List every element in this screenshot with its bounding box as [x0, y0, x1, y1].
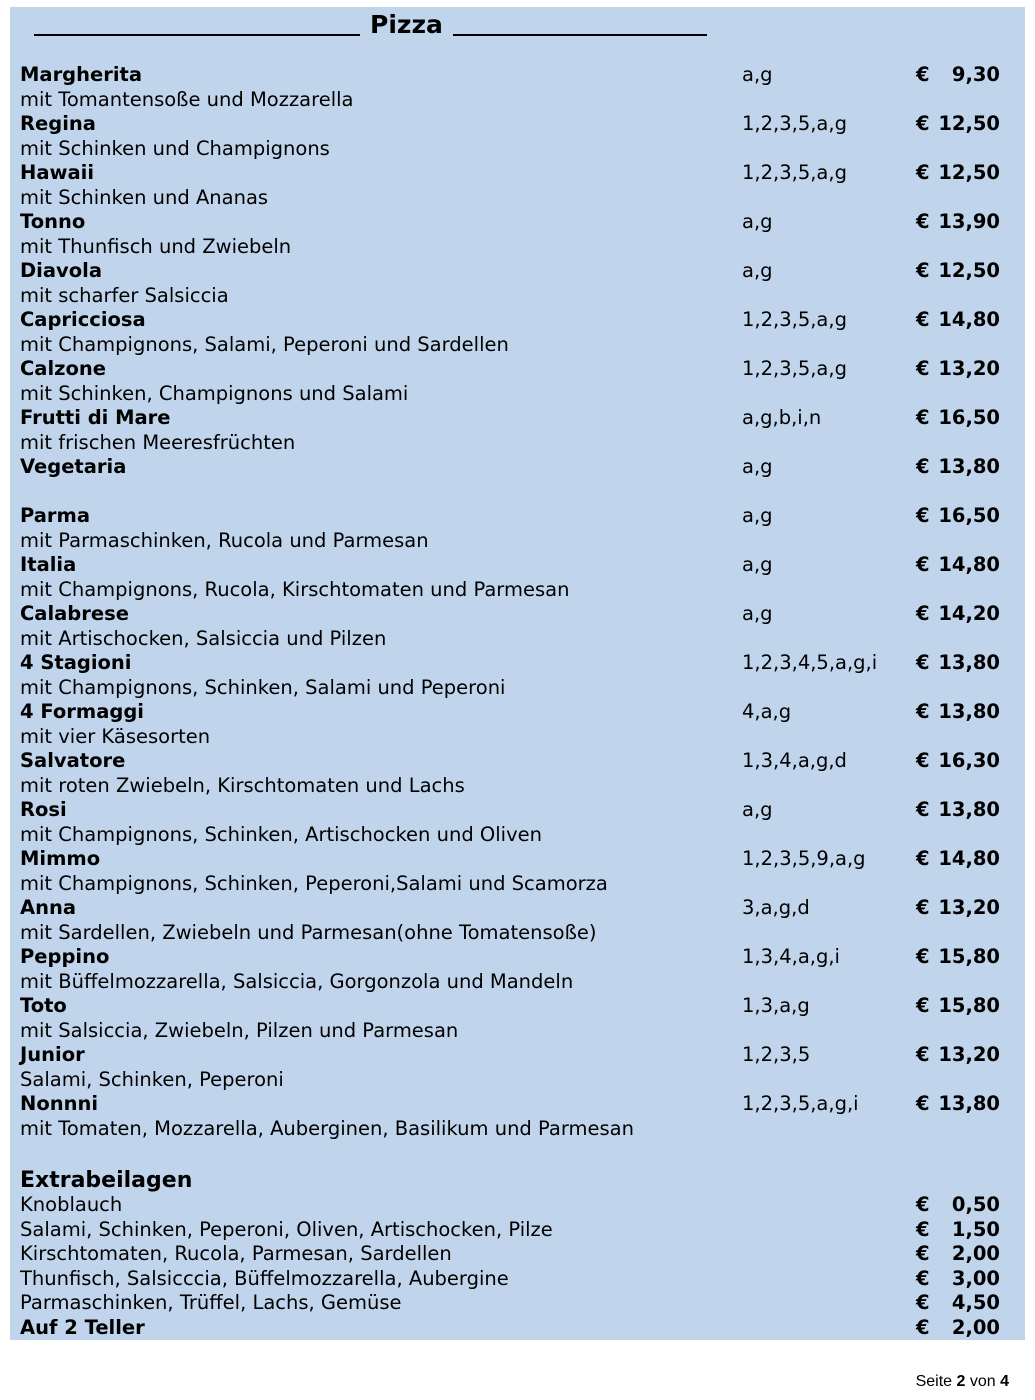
item-name: Calabrese [20, 602, 129, 625]
price-amount: 1,50 [951, 1217, 1000, 1241]
item-description: mit roten Zwiebeln, Kirschtomaten und Lachs [20, 773, 465, 797]
price-amount: 12,50 [938, 161, 1000, 184]
item-description: mit Schinken, Champignons und Salami [20, 381, 409, 405]
item-description: mit Parmaschinken, Rucola und Parmesan [20, 528, 429, 552]
item-name: Diavola [20, 259, 102, 282]
currency-symbol: € [916, 1266, 930, 1290]
item-allergens: 1,2,3,4,5,a,g,i [742, 651, 878, 674]
currency-symbol: € [916, 308, 930, 331]
section-header [34, 8, 707, 40]
price-amount: 13,80 [938, 455, 1000, 478]
item-name: Italia [20, 553, 77, 576]
item-allergens: 1,2,3,5,a,g [742, 308, 847, 331]
item-allergens: a,g [742, 63, 773, 86]
section-title: Pizza [370, 10, 443, 39]
price-amount: 14,80 [938, 553, 1000, 576]
menu-item [20, 994, 1020, 1019]
page-number [916, 1372, 1009, 1392]
extra-label: Salami, Schinken, Peperoni, Oliven, Artischocken, Pilze [20, 1217, 553, 1241]
extra-label: Kirschtomaten, Rucola, Parmesan, Sardellen [20, 1242, 452, 1265]
item-description: mit Schinken und Ananas [20, 185, 269, 209]
price-amount: 14,20 [938, 602, 1000, 625]
currency-symbol: € [916, 455, 930, 478]
price-amount: 13,20 [938, 357, 1000, 380]
currency-symbol: € [916, 1291, 930, 1314]
menu-item [20, 112, 1020, 137]
item-allergens: 1,2,3,5,a,g [742, 357, 847, 380]
price-amount: 16,50 [938, 504, 1000, 527]
price-amount: 4,50 [951, 1291, 1000, 1314]
extra-label: Parmaschinken, Trüffel, Lachs, Gemüse [20, 1291, 402, 1314]
item-description: mit vier Käsesorten [20, 724, 211, 748]
currency-symbol: € [916, 1043, 930, 1066]
item-name: Vegetaria [20, 455, 127, 478]
menu-item-description [20, 137, 1020, 162]
item-allergens: a,g [742, 798, 773, 821]
extra-item [20, 1316, 1020, 1341]
currency-symbol: € [916, 994, 930, 1017]
menu-item [20, 896, 1020, 921]
currency-symbol: € [916, 847, 930, 870]
item-allergens: 1,2,3,5,9,a,g [742, 847, 866, 870]
menu-item-description [20, 823, 1020, 848]
item-description: mit Salsiccia, Zwiebeln, Pilzen und Parmesan [20, 1018, 459, 1042]
extra-item [20, 1218, 1020, 1243]
item-description: mit scharfer Salsiccia [20, 283, 229, 307]
item-allergens: a,g [742, 455, 773, 478]
currency-symbol: € [916, 896, 930, 919]
price-amount: 16,50 [938, 406, 1000, 429]
price-amount: 15,80 [938, 945, 1000, 968]
menu-item [20, 504, 1020, 529]
menu-item-description [20, 970, 1020, 995]
currency-symbol: € [916, 602, 930, 625]
price-amount: 13,20 [938, 896, 1000, 919]
item-allergens: a,g [742, 553, 773, 576]
menu-item [20, 455, 1020, 480]
currency-symbol: € [916, 63, 930, 86]
item-description: mit Artischocken, Salsiccia und Pilzen [20, 626, 387, 650]
extra-item [20, 1291, 1020, 1316]
page-number-total: 4 [1000, 1373, 1009, 1390]
currency-symbol: € [916, 1315, 930, 1339]
menu-item-description [20, 186, 1020, 211]
item-allergens: a,g [742, 504, 773, 527]
item-name: Regina [20, 112, 96, 135]
price-amount: 9,30 [951, 63, 1000, 86]
item-description: mit Tomaten, Mozzarella, Auberginen, Basilikum und Parmesan [20, 1116, 634, 1140]
menu-item [20, 210, 1020, 235]
item-name: Frutti di Mare [20, 406, 171, 429]
menu-item [20, 161, 1020, 186]
price-amount: 12,50 [938, 259, 1000, 282]
menu-item [20, 602, 1020, 627]
menu-item-description [20, 921, 1020, 946]
extra-label: Auf 2 Teller [20, 1315, 145, 1339]
menu-item-description [20, 1019, 1020, 1044]
item-allergens: 1,3,4,a,g,d [742, 749, 847, 772]
price-amount: 16,30 [938, 749, 1000, 772]
item-allergens: 1,3,a,g [742, 994, 810, 1017]
price-amount: 12,50 [938, 112, 1000, 135]
menu-item [20, 945, 1020, 970]
menu-item [20, 259, 1020, 284]
menu-item [20, 308, 1020, 333]
item-allergens: 1,2,3,5,a,g [742, 161, 847, 184]
item-allergens: a,g [742, 259, 773, 282]
menu-item-description [20, 431, 1020, 456]
item-description: Salami, Schinken, Peperoni [20, 1067, 284, 1091]
menu-item-description [20, 235, 1020, 260]
item-allergens: 1,2,3,5,a,g,i [742, 1092, 859, 1115]
item-name: Anna [20, 896, 77, 919]
item-description: mit Champignons, Rucola, Kirschtomaten und Parmesan [20, 577, 570, 601]
item-name: Junior [20, 1043, 85, 1066]
menu-item [20, 798, 1020, 823]
menu-item-description [20, 284, 1020, 309]
menu-item-description [20, 774, 1020, 799]
currency-symbol: € [916, 798, 930, 821]
item-description: mit Schinken und Champignons [20, 136, 330, 160]
currency-symbol: € [916, 406, 930, 429]
currency-symbol: € [916, 259, 930, 282]
menu-item [20, 63, 1020, 88]
menu-item-description [20, 627, 1020, 652]
item-description: mit Champignons, Schinken, Salami und Peperoni [20, 675, 506, 699]
currency-symbol: € [916, 1193, 930, 1216]
item-name: 4 Stagioni [20, 651, 132, 674]
item-name: Tonno [20, 210, 86, 233]
price-amount: 2,00 [951, 1242, 1000, 1265]
item-allergens: a,g [742, 210, 773, 233]
item-allergens: 1,2,3,5 [742, 1043, 811, 1066]
menu-item-description [20, 88, 1020, 113]
page-number-prefix: Seite [915, 1373, 953, 1390]
menu-item [20, 1043, 1020, 1068]
price-amount: 14,80 [938, 847, 1000, 870]
extra-item [20, 1193, 1020, 1218]
item-allergens: 4,a,g [742, 700, 792, 723]
item-description: mit Thunfisch und Zwiebeln [20, 234, 292, 258]
menu-item [20, 700, 1020, 725]
item-name: Mimmo [20, 847, 101, 870]
item-allergens: 1,2,3,5,a,g [742, 112, 847, 135]
menu-item [20, 1092, 1020, 1117]
price-amount: 13,80 [938, 700, 1000, 723]
menu-item-description [20, 872, 1020, 897]
currency-symbol: € [916, 210, 930, 233]
item-name: Capricciosa [20, 308, 146, 331]
menu-item-description [20, 382, 1020, 407]
currency-symbol: € [916, 553, 930, 576]
currency-symbol: € [916, 504, 930, 527]
menu-item [20, 651, 1020, 676]
item-description: mit Champignons, Schinken, Artischocken und Oliven [20, 822, 542, 846]
item-description: mit frischen Meeresfrüchten [20, 430, 296, 454]
item-description: mit Sardellen, Zwiebeln und Parmesan(ohne Tomatensoße) [20, 920, 597, 944]
price-amount: 15,80 [938, 994, 1000, 1017]
page-number-middle: von [969, 1373, 996, 1390]
item-name: Calzone [20, 357, 107, 380]
header-rule-right [453, 34, 707, 36]
item-name: Hawaii [20, 161, 95, 184]
currency-symbol: € [916, 1092, 930, 1115]
page-number-current: 2 [956, 1373, 966, 1390]
item-description: mit Champignons, Schinken, Peperoni,Salami und Scamorza [20, 871, 608, 895]
item-description: mit Tomantensoße und Mozzarella [20, 87, 354, 111]
menu-item [20, 553, 1020, 578]
currency-symbol: € [916, 651, 930, 674]
menu-item [20, 847, 1020, 872]
menu-item-description [20, 1117, 1020, 1142]
item-name: Margherita [20, 63, 143, 86]
item-name: 4 Formaggi [20, 700, 144, 723]
price-amount: 13,80 [938, 651, 1000, 674]
extra-label: Thunfisch, Salsicccia, Büffelmozzarella, Aubergine [20, 1266, 509, 1290]
extra-item [20, 1242, 1020, 1267]
item-name: Toto [20, 994, 67, 1017]
currency-symbol: € [916, 357, 930, 380]
currency-symbol: € [916, 161, 930, 184]
currency-symbol: € [916, 1217, 930, 1241]
currency-symbol: € [916, 112, 930, 135]
menu-item [20, 406, 1020, 431]
menu-item [20, 357, 1020, 382]
item-name: Peppino [20, 945, 110, 968]
item-name: Parma [20, 504, 91, 527]
price-amount: 13,80 [938, 1092, 1000, 1115]
header-rule-left [34, 34, 360, 36]
menu-item-description [20, 529, 1020, 554]
item-allergens: a,g [742, 602, 773, 625]
menu-item-description [20, 578, 1020, 603]
extras-heading: Extrabeilagen [20, 1168, 193, 1193]
price-amount: 13,20 [938, 1043, 1000, 1066]
item-name: Rosi [20, 798, 67, 821]
price-amount: 2,00 [951, 1315, 1000, 1339]
currency-symbol: € [916, 1242, 930, 1265]
item-name: Nonnni [20, 1092, 99, 1115]
menu-item-description [20, 1068, 1020, 1093]
price-amount: 14,80 [938, 308, 1000, 331]
price-amount: 13,80 [938, 798, 1000, 821]
item-allergens: 3,a,g,d [742, 896, 810, 919]
menu-item-description [20, 676, 1020, 701]
currency-symbol: € [916, 700, 930, 723]
item-name: Salvatore [20, 749, 126, 772]
item-allergens: 1,3,4,a,g,i [742, 945, 840, 968]
menu-item [20, 749, 1020, 774]
item-description: mit Champignons, Salami, Peperoni und Sardellen [20, 332, 509, 356]
item-description: mit Büffelmozzarella, Salsiccia, Gorgonzola und Mandeln [20, 969, 574, 993]
price-amount: 0,50 [951, 1193, 1000, 1216]
price-amount: 13,90 [938, 210, 1000, 233]
currency-symbol: € [916, 945, 930, 968]
price-amount: 3,00 [951, 1266, 1000, 1290]
extra-item [20, 1267, 1020, 1292]
menu-item-description [20, 725, 1020, 750]
item-allergens: a,g,b,i,n [742, 406, 822, 429]
currency-symbol: € [916, 749, 930, 772]
extra-label: Knoblauch [20, 1193, 123, 1216]
menu-item-description [20, 333, 1020, 358]
